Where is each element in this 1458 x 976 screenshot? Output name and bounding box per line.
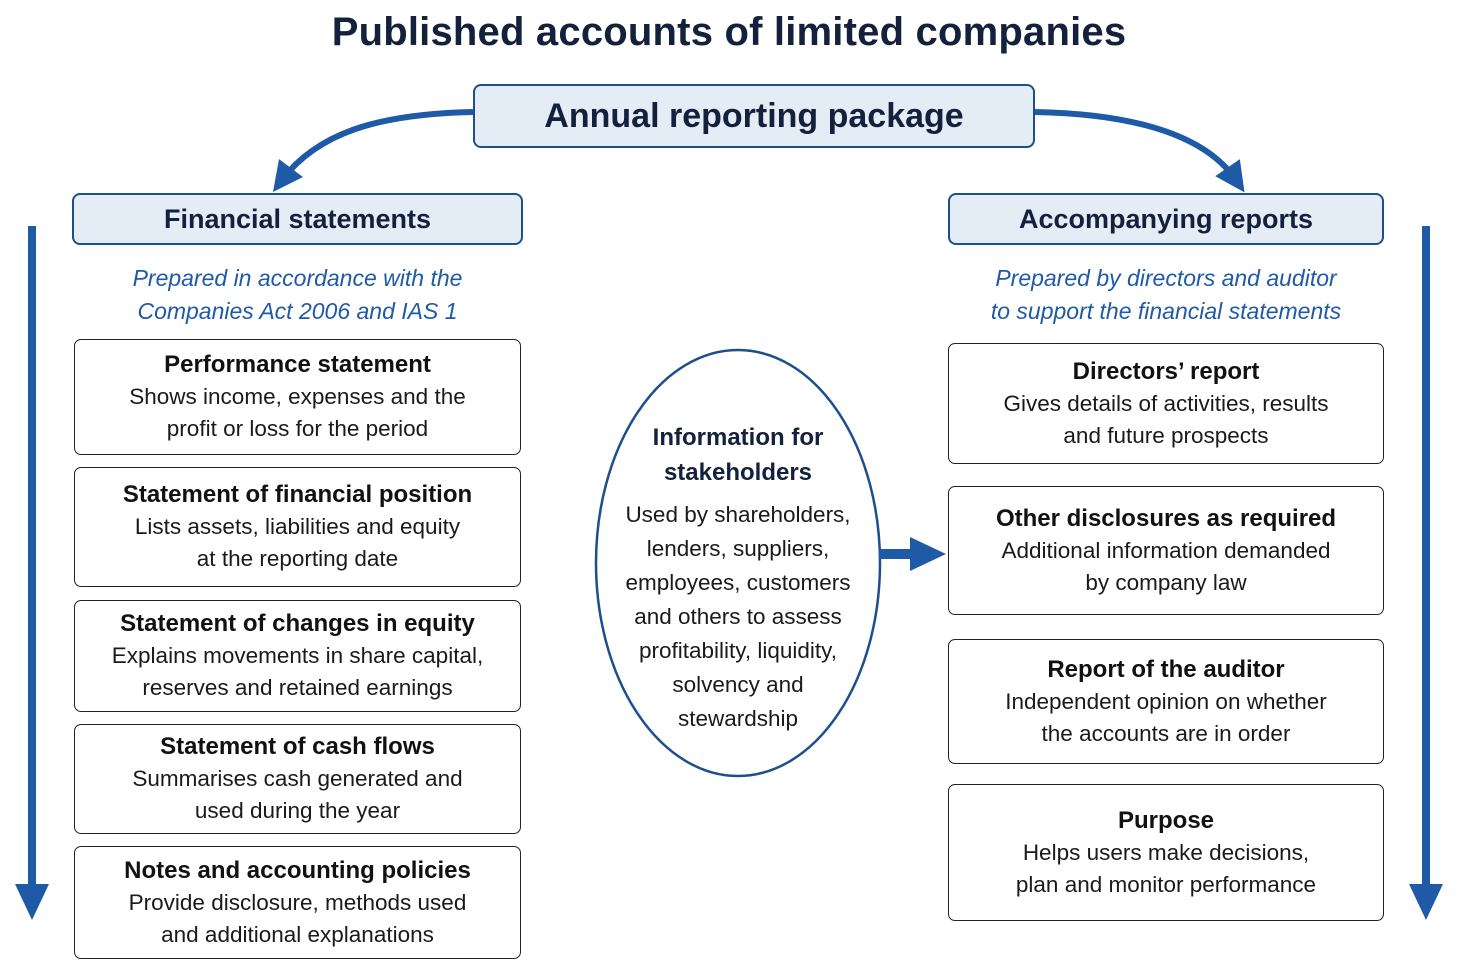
note-line: Companies Act 2006 and IAS 1	[137, 298, 458, 324]
card-description: the accounts are in order	[1041, 720, 1291, 746]
financial-statements-note	[72, 262, 523, 328]
card-description: Independent opinion on whether	[1005, 688, 1327, 714]
stakeholders-line: stewardship	[677, 706, 799, 731]
card-description: at the reporting date	[196, 546, 399, 571]
card-description: Gives details of activities, results	[1003, 390, 1329, 416]
accompanying-reports-header	[948, 193, 1384, 245]
financial-statements-header	[72, 193, 523, 245]
vertical-arrowhead-right	[1409, 884, 1443, 920]
card-description: profit or loss for the period	[166, 416, 429, 441]
card-description: and additional explanations	[161, 921, 434, 947]
card-heading: Statement of financial position	[122, 481, 473, 508]
card-directors-report	[948, 343, 1384, 464]
card-cash-flows	[74, 724, 521, 834]
card-description: Explains movements in share capital,	[111, 643, 484, 668]
stakeholders-heading: stakeholders	[663, 459, 813, 486]
card-heading: Directors’ report	[1072, 357, 1260, 385]
accompanying-reports-note	[948, 262, 1384, 328]
card-heading: Statement of changes in equity	[120, 610, 475, 637]
stakeholders-line: and others to assess	[634, 604, 842, 629]
curved-arrow-left	[282, 112, 473, 180]
card-notes-policies	[74, 846, 521, 959]
stakeholders-heading: Information for	[652, 424, 824, 451]
stakeholders-line: Used by shareholders,	[625, 502, 851, 527]
card-description: Shows income, expenses and the	[129, 384, 466, 409]
stakeholders-line: profitability, liquidity,	[639, 638, 837, 663]
card-heading: Other disclosures as required	[995, 504, 1337, 532]
card-heading: Performance statement	[164, 351, 431, 378]
accompanying-reports-label: Accompanying reports	[1018, 203, 1314, 234]
card-other-disclosures	[948, 486, 1384, 615]
vertical-arrowhead-left	[15, 884, 49, 920]
note-line: Prepared in accordance with the	[132, 265, 463, 291]
curved-arrow-right	[1035, 112, 1236, 180]
card-heading: Report of the auditor	[1047, 655, 1285, 683]
note-line: to support the financial statements	[990, 298, 1342, 324]
card-heading: Notes and accounting policies	[124, 856, 471, 884]
card-description: Additional information demanded	[1001, 537, 1331, 563]
stakeholders-line: lenders, suppliers,	[646, 536, 830, 561]
card-purpose	[948, 784, 1384, 921]
page-title: Published accounts of limited companies	[331, 10, 1127, 54]
card-description: and future prospects	[1063, 422, 1269, 448]
package-label: Annual reporting package	[544, 96, 964, 135]
card-description: Provide disclosure, methods used	[128, 889, 467, 915]
note-line: Prepared by directors and auditor	[995, 265, 1337, 291]
stakeholders-description	[606, 498, 870, 736]
card-description: plan and monitor performance	[1015, 871, 1317, 897]
stakeholders-line: solvency and	[672, 672, 804, 697]
card-auditor-report	[948, 639, 1384, 764]
stakeholders-line: employees, customers	[625, 570, 851, 595]
card-heading: Statement of cash flows	[160, 733, 435, 760]
financial-statements-label: Financial statements	[163, 203, 432, 234]
card-description: reserves and retained earnings	[142, 675, 453, 700]
card-description: used during the year	[194, 798, 401, 823]
card-heading: Purpose	[1117, 806, 1215, 834]
card-changes-in-equity	[74, 600, 521, 712]
card-financial-position	[74, 467, 521, 587]
oval-to-reports-arrowhead	[910, 537, 946, 571]
card-description: Helps users make decisions,	[1022, 839, 1310, 865]
stakeholders-text	[606, 420, 870, 736]
card-description: Summarises cash generated and	[132, 766, 463, 791]
card-description: Lists assets, liabilities and equity	[134, 514, 461, 539]
card-description: by company law	[1085, 569, 1247, 595]
card-performance-statement	[74, 339, 521, 455]
annual-reporting-package-box	[473, 84, 1035, 148]
